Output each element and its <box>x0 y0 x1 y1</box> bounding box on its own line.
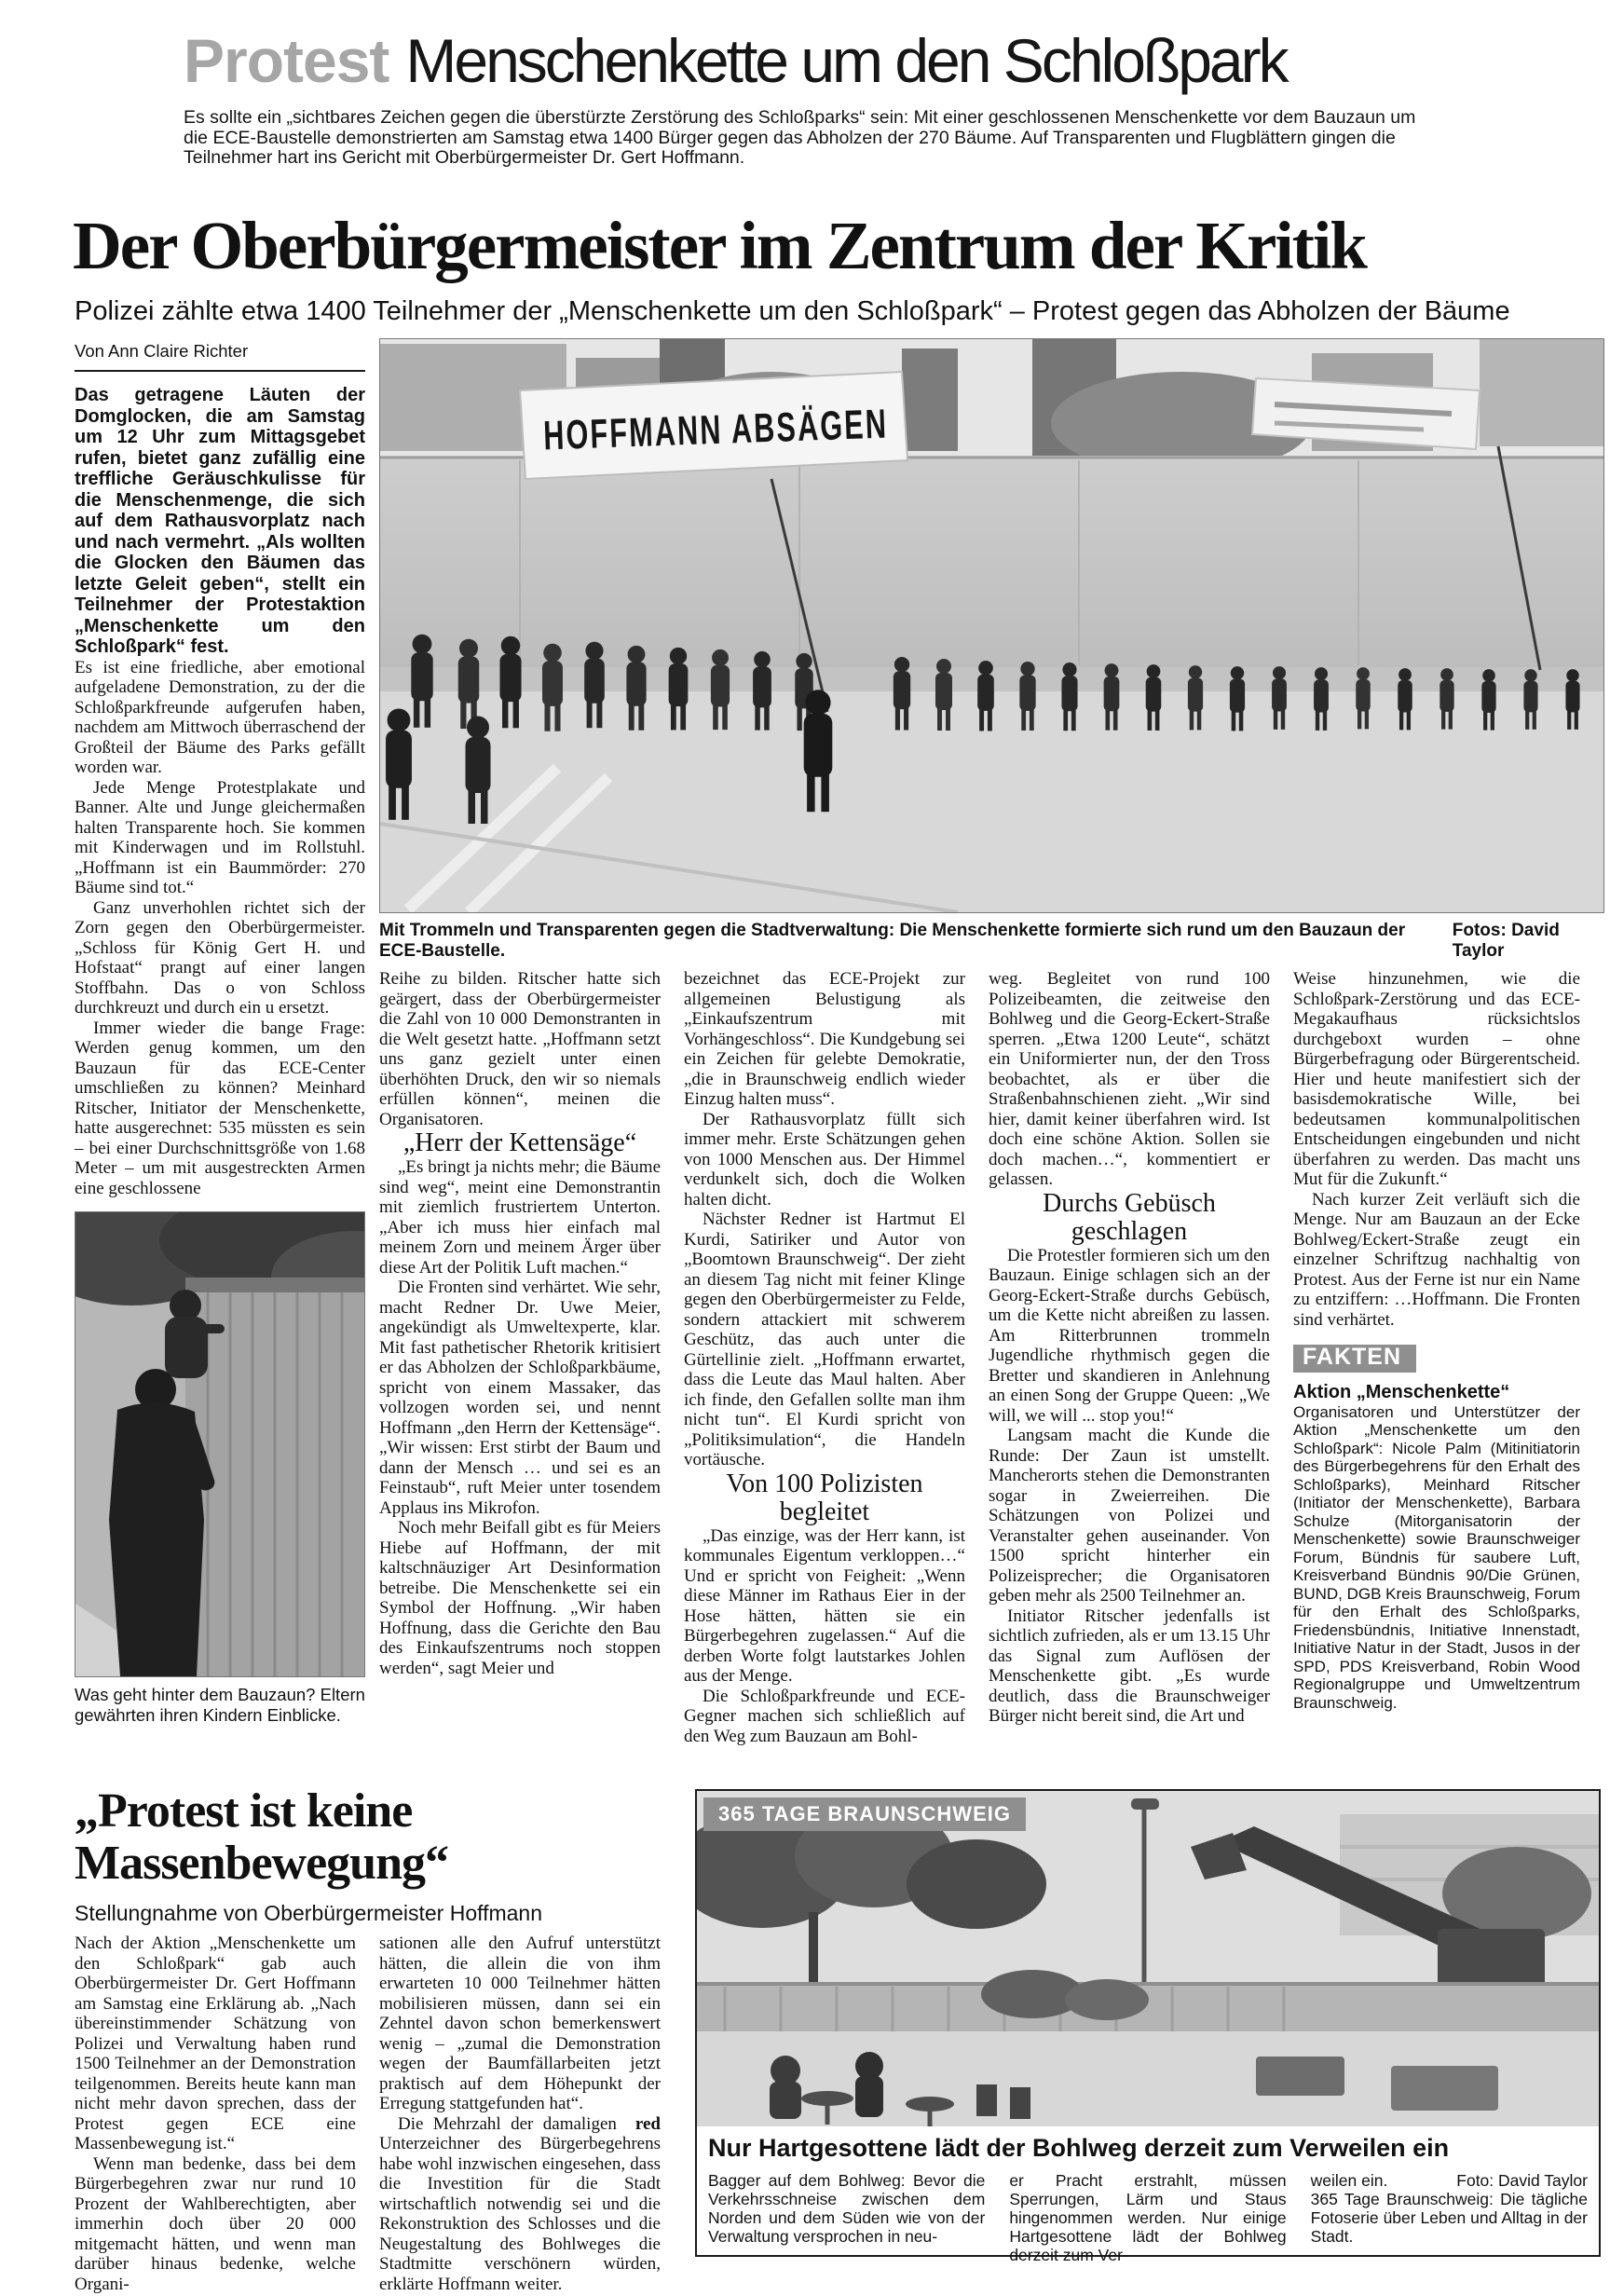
paragraph: Der Rathausvorplatz füllt sich immer mehr. Erste Schätzungen gehen von 1000 Menschen aus. Der Himmel verdunkelt sich, doch die Wolken halten dicht. <box>684 1109 965 1210</box>
feature-credit-row <box>1311 2171 1588 2190</box>
main-column-3 <box>684 969 965 1746</box>
feature-photo <box>697 1791 1599 2126</box>
paragraph: Reihe zu bilden. Ritscher hatte sich geärgert, dass der Oberbürgermeister die Zahl von 10 000 Demonstranten in die Welt gesetzt hatte. „Hoffmann setzt uns ganz gezielt unter einen überhöhten Druck, den wir so niemals erfüllen können“, meinen die Organisatoren. <box>379 969 661 1129</box>
main-headline: Der Oberbürgermeister im Zentrum der Kritik <box>73 208 1366 283</box>
paragraph: Die Schloßparkfreunde und ECE-Gegner machen sich schließlich auf den Weg zum Bauzaun am Bohl- <box>684 1686 965 1746</box>
paragraph: Langsam macht die Kunde die Runde: Der Zaun ist umstellt. Mancherorts stehen die Demonstranten sogar in Zweierreihen. Die Schätzungen von Polizei und Veranstalter gehen auseinander. Von 1500 spricht hinterher ein Polizeisprecher; die Organisatoren geben mehr als 2500 Teilnehmer an. <box>989 1426 1270 1606</box>
standfirst: Es sollte ein „sichtbares Zeichen gegen die überstürzte Zerstörung des Schloßparks“ sein: Mit einer geschlossenen Menschenkette vor dem Bauzaun um die ECE-Baustelle demonstrierten am Samstag etwa 1400 Bürger gegen das Abholzen der 270 Bäume. Auf Transparenten und Flugblättern gingen die Teilnehmer hart ins Gericht mit Oberbürgermeister Dr. Gert Hoffmann. <box>184 107 1416 168</box>
column-subhead: Durchs Gebüsch geschlagen <box>1043 1188 1216 1246</box>
feature-365-box <box>695 1789 1601 2264</box>
protest-photo-illustration <box>380 339 1603 912</box>
paragraph: Jede Menge Protestplakate und Banner. Alte und Junge gleichermaßen halten Transparente hoch. Sie kommen mit Kinderwagen und im Rollstuhl. „Hoffmann ist ein Baummörder: 270 Bäume sind tot.“ <box>75 777 365 897</box>
paragraph <box>379 2114 661 2295</box>
feature-col-2: er Pracht erstrahlt, müssen Sperrungen, Lärm und Staus hingenommen werden. Nur einige Hartgesottene lädt der Bohlweg derzeit zum Ver- <box>1009 2171 1287 2264</box>
byline: Von Ann Claire Richter <box>75 341 365 372</box>
paragraph: weg. Begleitet von rund 100 Polizeibeamten, die zeitweise den Bohlweg und die Georg-Eckert-Straße sperren. „Etwa 1200 Leute“, schätzt ein Uniformierter nun, der den Tross beobachtet, als er über die Straßenbahnschienen zieht. „Wir sind hier, damit keiner überfahren wird. Ist doch eine schöne Aktion. Sollen sie doch machen…“, kommentiert er gelassen. <box>989 969 1270 1189</box>
paragraph: Immer wieder die bange Frage: Werden genug kommen, um den Bauzaun für das ECE-Center umschließen zu können? Meinhard Ritscher, Initiator der Menschenkette, hatte ausgerechnet: 535 müssten es sein – bei einer Durchschnittsgröße von 1.68 Meter – um mit ausgestreckten Armen eine geschlossene <box>75 1018 365 1198</box>
feature-col-1: Bagger auf dem Bohlweg: Bevor die Verkehrsschneise zwischen dem Norden und dem Süden wie von der Verwaltung versprochen in neu- <box>708 2171 986 2246</box>
paragraph: Nächster Redner ist Hartmut El Kurdi, Satiriker und Autor von „Boomtown Braunschweig“. Der zieht an diesem Tag nicht mit feiner Klinge gegen den Oberbürgermeister zu Felde, sondern attackiert mit schwerem Geschütz, das auch unter die Gürtellinie zielt. „Hoffmann erwartet, dass die Leute das Maul halten. Aber ich finde, den Gefallen sollte man ihm nicht tun“. El Kurdi spricht von „Politiksimulation“, die Handeln vortäusche. <box>684 1210 965 1469</box>
paragraph: Nach kurzer Zeit verläuft sich die Menge. Nur am Bauzaun an der Ecke Bohlweg/Eckert-Straße zeugt ein einzelner Schriftzug nachhaltig von Protest. Aus der Ferne ist nur ein Name zu entziffern: …Hoffmann. Die Fronten sind verhärtet. <box>1293 1189 1580 1330</box>
paragraph: „Es bringt ja nichts mehr; die Bäume sind weg“, meint eine Demonstrantin mit ziemlich frustriertem Unterton. „Aber ich muss hier einfach mal meinem Zorn und meinem Ärger über diese Art der Politik Luft machen.“ <box>379 1157 661 1278</box>
second-column-2 <box>379 1934 661 2296</box>
feature-photo-credit: Foto: David Taylor <box>1456 2171 1588 2190</box>
paragraph: Weise hinzunehmen, wie die Schloßpark-Zerstörung und das ECE-Megakaufhaus rücksichtslos durchgeboxt wurden – ohne Bürgerbefragung oder Bürgerentscheid. Hier und heute manifestiert sich der basisdemokratische Wille, bei bedeutsamen kommunalpolitischen Entscheidungen eingebunden und nicht überfahren zu werden. Das macht uns Mut für die Zukunft.“ <box>1293 969 1580 1189</box>
protest-banner-text: HOFFMANN ABSÄGEN <box>542 395 1039 459</box>
column-subhead: Von 100 Polizisten begleitet <box>726 1469 923 1526</box>
paragraph: Die Protestler formieren sich um den Bauzaun. Einige schlagen sich an der Georg-Eckert-Straße durchs Gebüsch, um die Kette nicht abreißen zu lassen. Am Ritterbrunnen trommeln Jugendliche rhythmisch gegen die Bretter und skandieren in Anlehnung an einen Song der Gruppe Queen: „We will, we will ... stop you!“ <box>989 1245 1270 1426</box>
feature-365-label: 365 TAGE BRAUNSCHWEIG <box>703 1797 1026 1831</box>
main-photo-caption-row <box>379 921 1604 962</box>
second-subheadline: Stellungnahme von Oberbürgermeister Hoffmann <box>75 1901 543 1925</box>
fakten-body: Organisatoren und Unterstützer der Aktion „Menschenkette um den Schloßpark“: Nicole Palm (Mitinitiatorin des Bürgerbegehrens für den Erhalt des Schloßparks), Meinhard Ritscher (Initiator der Menschenkette), Barbara Schulze (Mitorganisatorin der Menschenkette) sowie Braunschweiger Forum, Bündnis für saubere Luft, Kreisverband Bündnis 90/Die Grünen, BUND, DGB Kreis Braunschweig, Forum für den Erhalt des Schloßparks, Friedensbündnis, Initiative Innenstadt, Initiative Natur in der Stadt, Jusos in der SPD, PDS Kreisverband, Robin Wood Regionalgruppe und Umweltzentrum Braunschweig. <box>1293 1402 1580 1712</box>
main-photo <box>379 338 1604 913</box>
fakten-box <box>1293 1330 1580 1712</box>
fakten-label: FAKTEN <box>1293 1345 1416 1373</box>
main-photo-caption: Mit Trommeln und Transparenten gegen die Stadtverwaltung: Die Menschenkette formierte sich rund um den Bauzaun der ECE-Baustelle. <box>379 921 1406 961</box>
main-subheadline: Polizei zählte etwa 1400 Teilnehmer der „Menschenkette um den Schloßpark“ – Protest gegen das Abholzen der Bäume <box>75 296 1510 326</box>
second-column-1 <box>75 1934 356 2296</box>
kicker-label: Protest <box>184 26 389 95</box>
paragraph: bezeichnet das ECE-Projekt zur allgemeinen Belustigung als „Einkaufszentrum mit Vorhängeschloss“. Die Kundgebung sei ein Zeichen für gelebte Demokratie, „die in Braunschweig endlich wieder Einzug halten muss“. <box>684 969 965 1109</box>
lead-paragraph: Das getragene Läuten der Domglocken, die am Samstag um 12 Uhr zum Mittagsgebet rufen, bietet ganz zufällig eine treffliche Geräuschkulisse für die Menschenmenge, die sich auf dem Rathausvorplatz nach und nach vermehrt. „Als wollten die Glocken den Bäumen das letzte Geleit geben“, stellt ein Teilnehmer der Protestaktion „Menschenkette um den Schloßpark“ fest. <box>75 385 365 657</box>
feature-col-3 <box>1311 2171 1588 2264</box>
paragraph: Ganz unverhohlen richtet sich der Zorn gegen den Oberbürgermeister. „Schloss für König Gert H. und Hofstaat“ prangt auf einer langen Stoffbahn. Das o von Schloss durchkreuzt und durch ein u ersetzt. <box>75 897 365 1018</box>
paragraph: sationen alle den Aufruf unterstützt hätten, die allein die von ihm erwarteten 10 000 Teilnehmer hätten mobilisieren müssen, dann sei ein Zehntel davon schon bemerkenswert wenig – „zumal die Demonstration wegen der Baumfällarbeiten jetzt praktisch auf dem Höhepunkt der Erregung stattgefunden hat“. <box>379 1934 661 2113</box>
paragraph: Wenn man bedenke, dass bei dem Bürgerbegehren zwar nur rund 10 Prozent der Wahlberechtigten, aber immerhin doch über 20 000 mitgemacht hätten, und wenn man darüber hinaus bedenke, welche Organi- <box>75 2153 356 2294</box>
main-column-2 <box>379 969 661 1678</box>
kicker-title: Menschenkette um den Schloßpark <box>405 26 1287 95</box>
feature-col-3-line: weilen ein. <box>1310 2171 1388 2190</box>
paragraph-text: Die Mehrzahl der damaligen Unterzeichner des Bürgerbegehrens habe wohl inzwischen eingesehen, dass die Investition für die Stadt wirtschaftlich notwendig sei und die Rekonstruktion des Schlosses und die Neugestaltung des Bohlweges die Stadtmitte verschönern würden, erklärte Hoffmann weiter. <box>379 2113 661 2294</box>
feature-headline: Nur Hartgesottene lädt der Bohlweg derzeit zum Verweilen ein <box>708 2134 1450 2162</box>
kicker <box>184 28 1287 93</box>
side-photo-caption: Was geht hinter dem Bauzaun? Eltern gewährten ihren Kindern Einblicke. <box>75 1685 365 1725</box>
column-subhead: „Herr der Kettensäge“ <box>402 1128 637 1157</box>
second-headline: „Protest ist keine Massenbewegung“ <box>75 1784 449 1890</box>
paragraph: Noch mehr Beifall gibt es für Meiers Hiebe auf Hoffmann, der mit kaltschnäuziger Art Desinformation betreibe. Die Menschenkette sei ein Symbol der Hoffnung. „Wir haben Hoffnung, dass die Gerichte den Bau des Einkaufszentrums noch stoppen werden“, sagt Meier und <box>379 1518 661 1678</box>
main-column-1 <box>75 385 365 1198</box>
paragraph: Nach der Aktion „Menschenkette um den Schloßpark“ gab auch Oberbürgermeister Dr. Gert Hoffmann am Samstag eine Erklärung ab. „Nach übereinstimmender Schätzung von Polizei und Verwaltung haben rund 1500 Teilnehmer an der Demonstration teilgenommen. Bereits heute kann man nicht mehr davon sprechen, dass der Protest gegen ECE eine Massenbewegung ist.“ <box>75 1934 356 2153</box>
main-column-4 <box>989 969 1270 1727</box>
side-photo <box>75 1211 365 1677</box>
bohlweg-photo-illustration <box>697 1791 1599 2126</box>
fence-photo-illustration <box>75 1212 364 1676</box>
paragraph: „Das einzige, was der Herr kann, ist kommunales Eigentum verkloppen…“ Und er spricht von Feigheit: „Wenn diese Männer im Rathaus Eier in der Hose hätten, hätten sie ein Bürgerbegehren zugelassen.“ Auf die derben Worte folgt lautstarkes Johlen aus der Menge. <box>684 1525 965 1686</box>
paragraph: Initiator Ritscher jedenfalls ist sichtlich zufrieden, als er um 13.15 Uhr das Signal zum Auflösen der Menschenkette gibt. „Es wurde deutlich, dass die Braunschweiger Bürger nicht bereit sind, die Art und <box>989 1606 1270 1726</box>
main-column-5 <box>1293 969 1580 1712</box>
fakten-title: Aktion „Menschenkette“ <box>1293 1381 1510 1402</box>
paragraph: Die Fronten sind verhärtet. Wie sehr, macht Redner Dr. Uwe Meier, angekündigt als Umweltexperte, klar. Mit fast pathetischer Rhetorik kritisiert er das Abholzen der Schloßparkbäume, spricht von einem Massaker, das vollzogen worden sei, und nennt Hoffmann „den Herrn der Kettensäge“. „Wir wissen: Erst stirbt der Baum und dann der Mensch … und sei es an Feinstaub“, ruft Meier unter tosendem Applaus ins Mikrofon. <box>379 1278 661 1518</box>
feature-caption-columns <box>708 2171 1588 2264</box>
author-sig: red <box>634 2113 661 2134</box>
paragraph: Es ist eine friedliche, aber emotional aufgeladene Demonstration, zu der die Schloßparkfreunde aufgerufen haben, nachdem am Mittwoch überraschend der Großteil der Bäume des Parks gefällt worden war. <box>75 657 365 777</box>
photo-credit: Fotos: David Taylor <box>1452 921 1560 961</box>
feature-col-3-tail: 365 Tage Braunschweig: Die tägliche Fotoserie über Leben und Alltag in der Stadt. <box>1310 2190 1588 2246</box>
